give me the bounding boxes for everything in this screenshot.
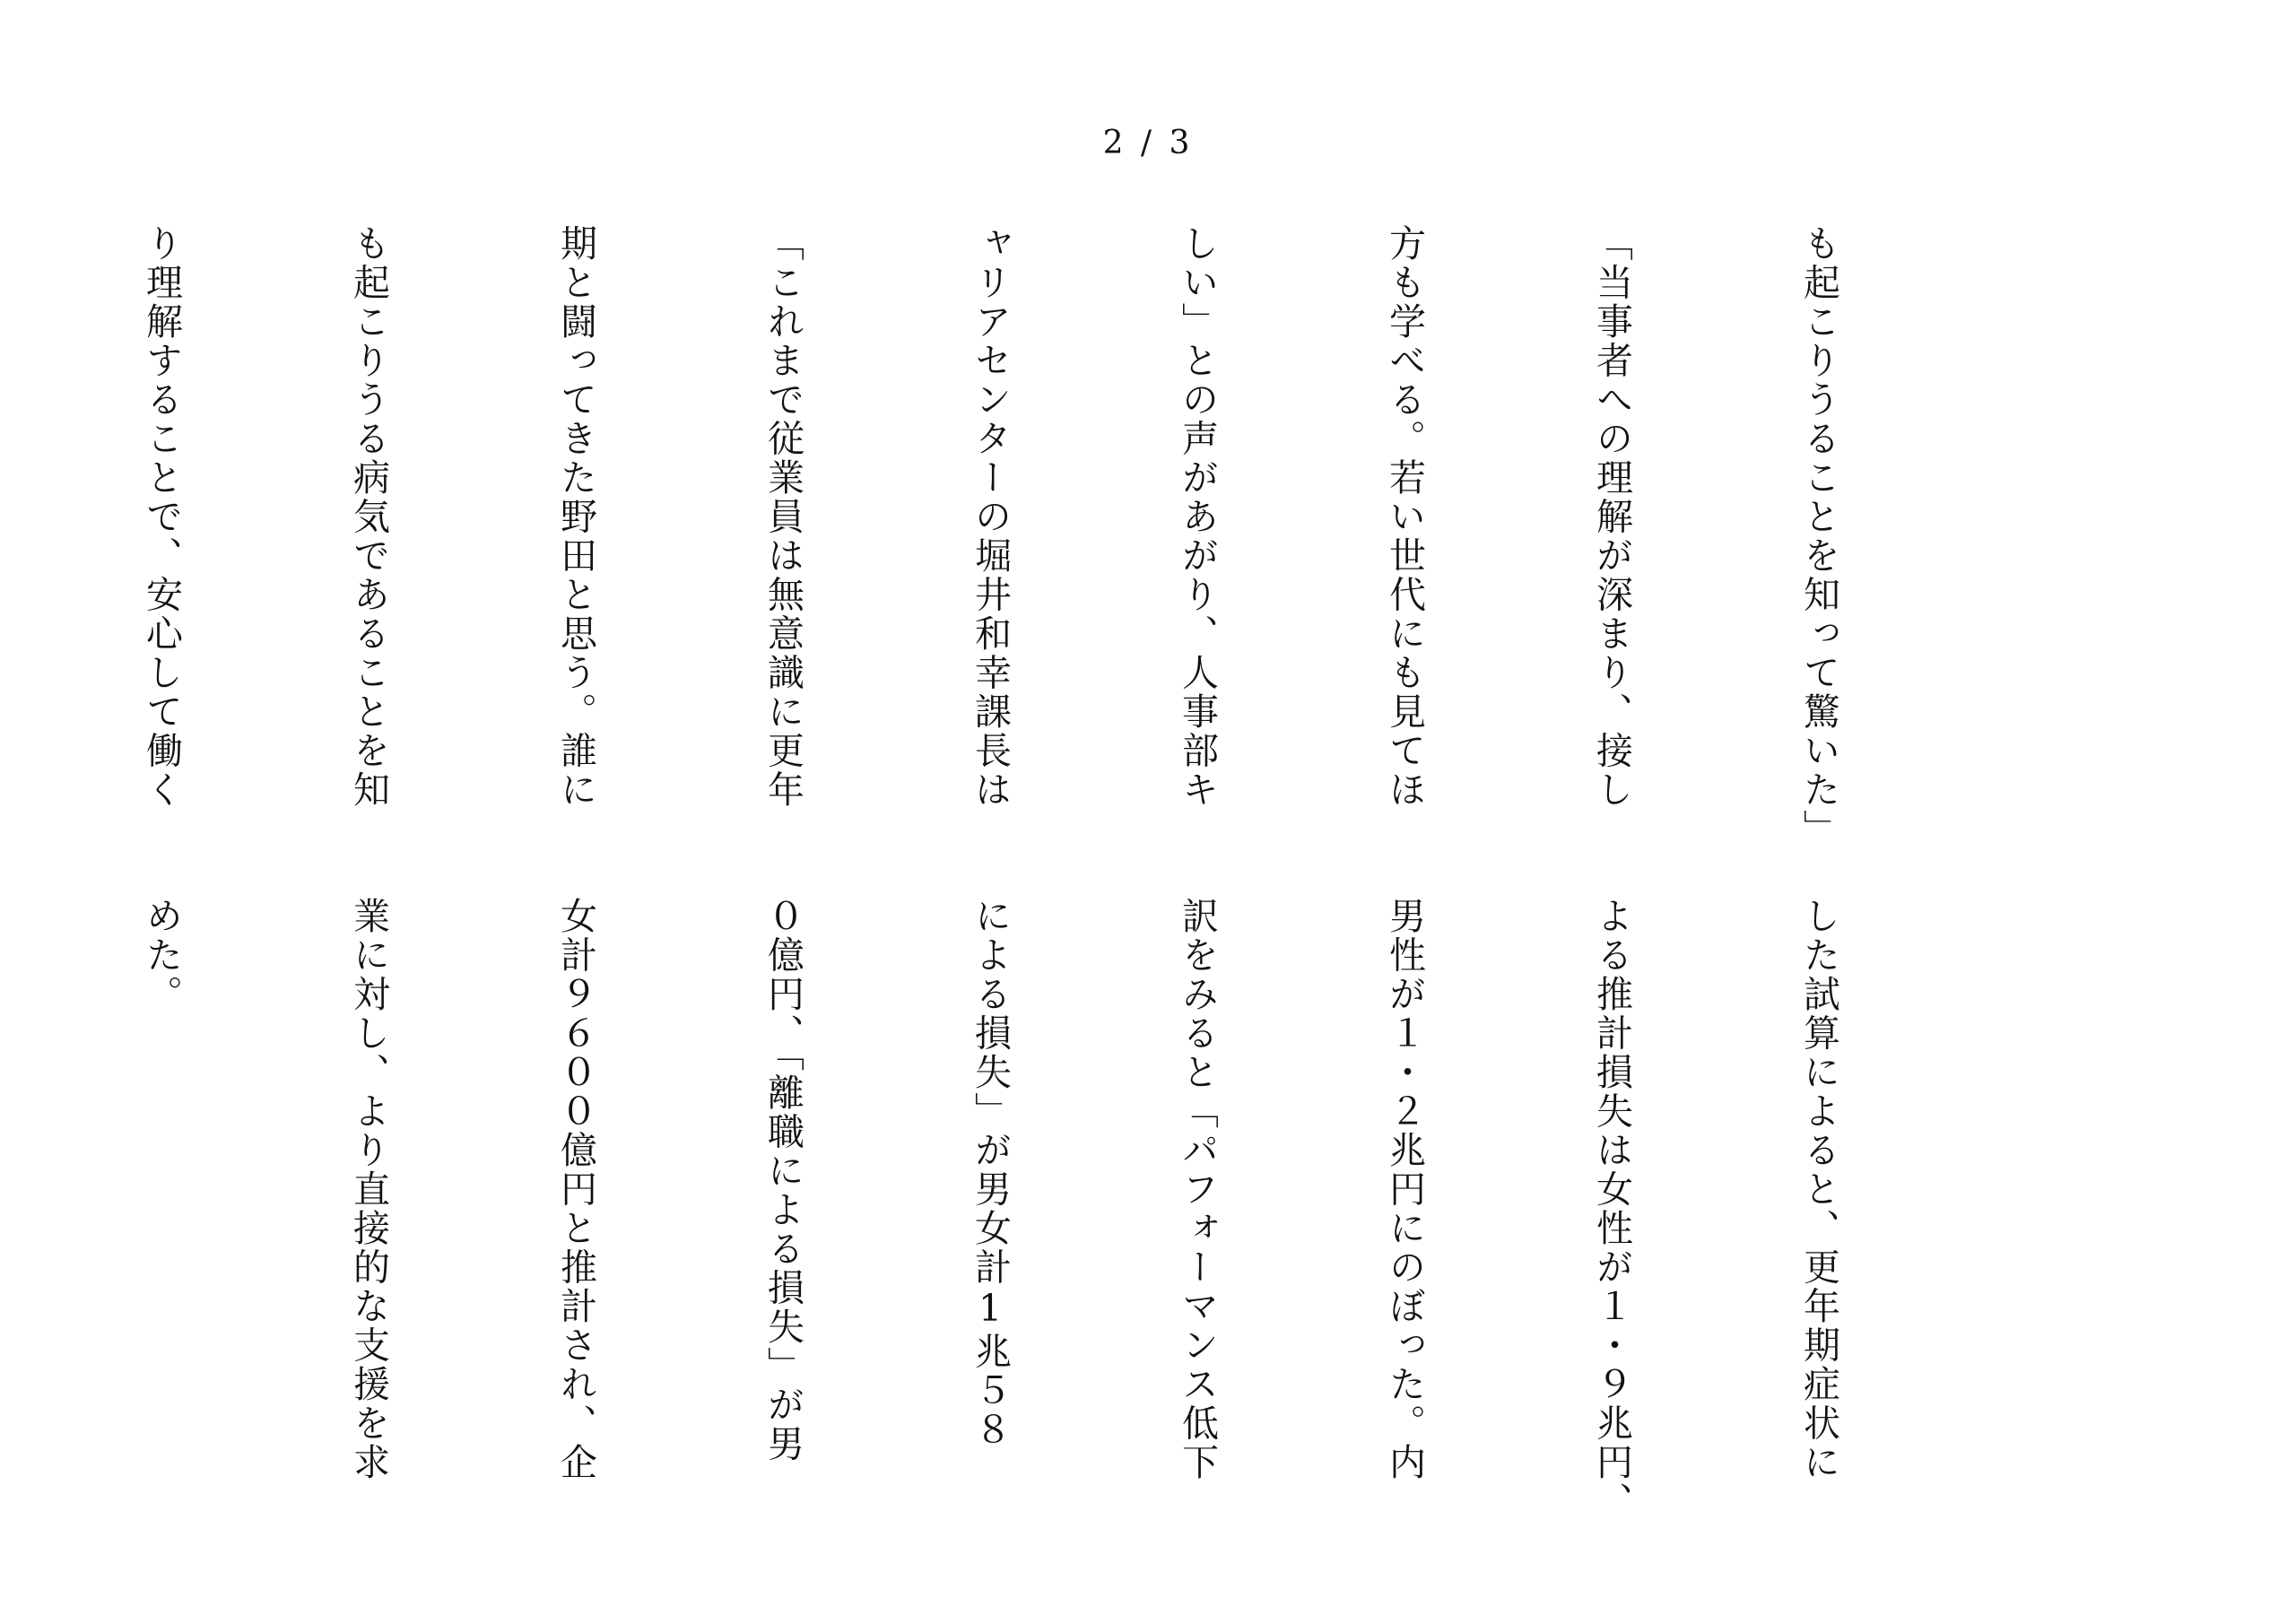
text-line: 「当事者への理解が深まり、接し bbox=[1590, 224, 1633, 810]
text-line: も起こりうる病気であることを知 bbox=[347, 224, 390, 810]
text-line: よる推計損失は女性が１・９兆円、 bbox=[1590, 897, 1633, 1521]
text-line: 訳をみると「パフォーマンス低下 bbox=[1176, 897, 1219, 1482]
text-line: した試算によると、更年期症状に bbox=[1797, 897, 1840, 1482]
text-line: 業に対し、より直接的な支援を求 bbox=[347, 897, 390, 1482]
text-line: による損失」が男女計1兆５８ bbox=[969, 897, 1012, 1449]
upper-text-block bbox=[0, 224, 1991, 848]
text-line: 方も学べる。若い世代にも見てほ bbox=[1383, 224, 1426, 810]
text-line: も起こりうることを知って驚いた」 bbox=[1797, 224, 1840, 848]
text-line: めた。 bbox=[140, 897, 183, 1014]
lower-text-block bbox=[0, 897, 1991, 1521]
text-line: 「これまで従業員は無意識に更年 bbox=[761, 224, 804, 810]
text-line: ャリアセンターの堀井和幸課長は bbox=[969, 224, 1012, 810]
text-line: しい」との声があがり、人事部キ bbox=[1176, 224, 1219, 810]
text-line: 期と闘ってきた野田と思う。誰に bbox=[554, 224, 597, 810]
text-line: り理解することで、安心して働く bbox=[140, 224, 183, 810]
text-line: ０億円、「離職による損失」が男 bbox=[761, 897, 804, 1463]
page-number: 2 / 3 bbox=[1102, 125, 1194, 161]
text-line: 男性が１・２兆円にのぼった。内 bbox=[1383, 897, 1426, 1482]
text-line: 女計９６００億円と推計され、企 bbox=[554, 897, 597, 1482]
